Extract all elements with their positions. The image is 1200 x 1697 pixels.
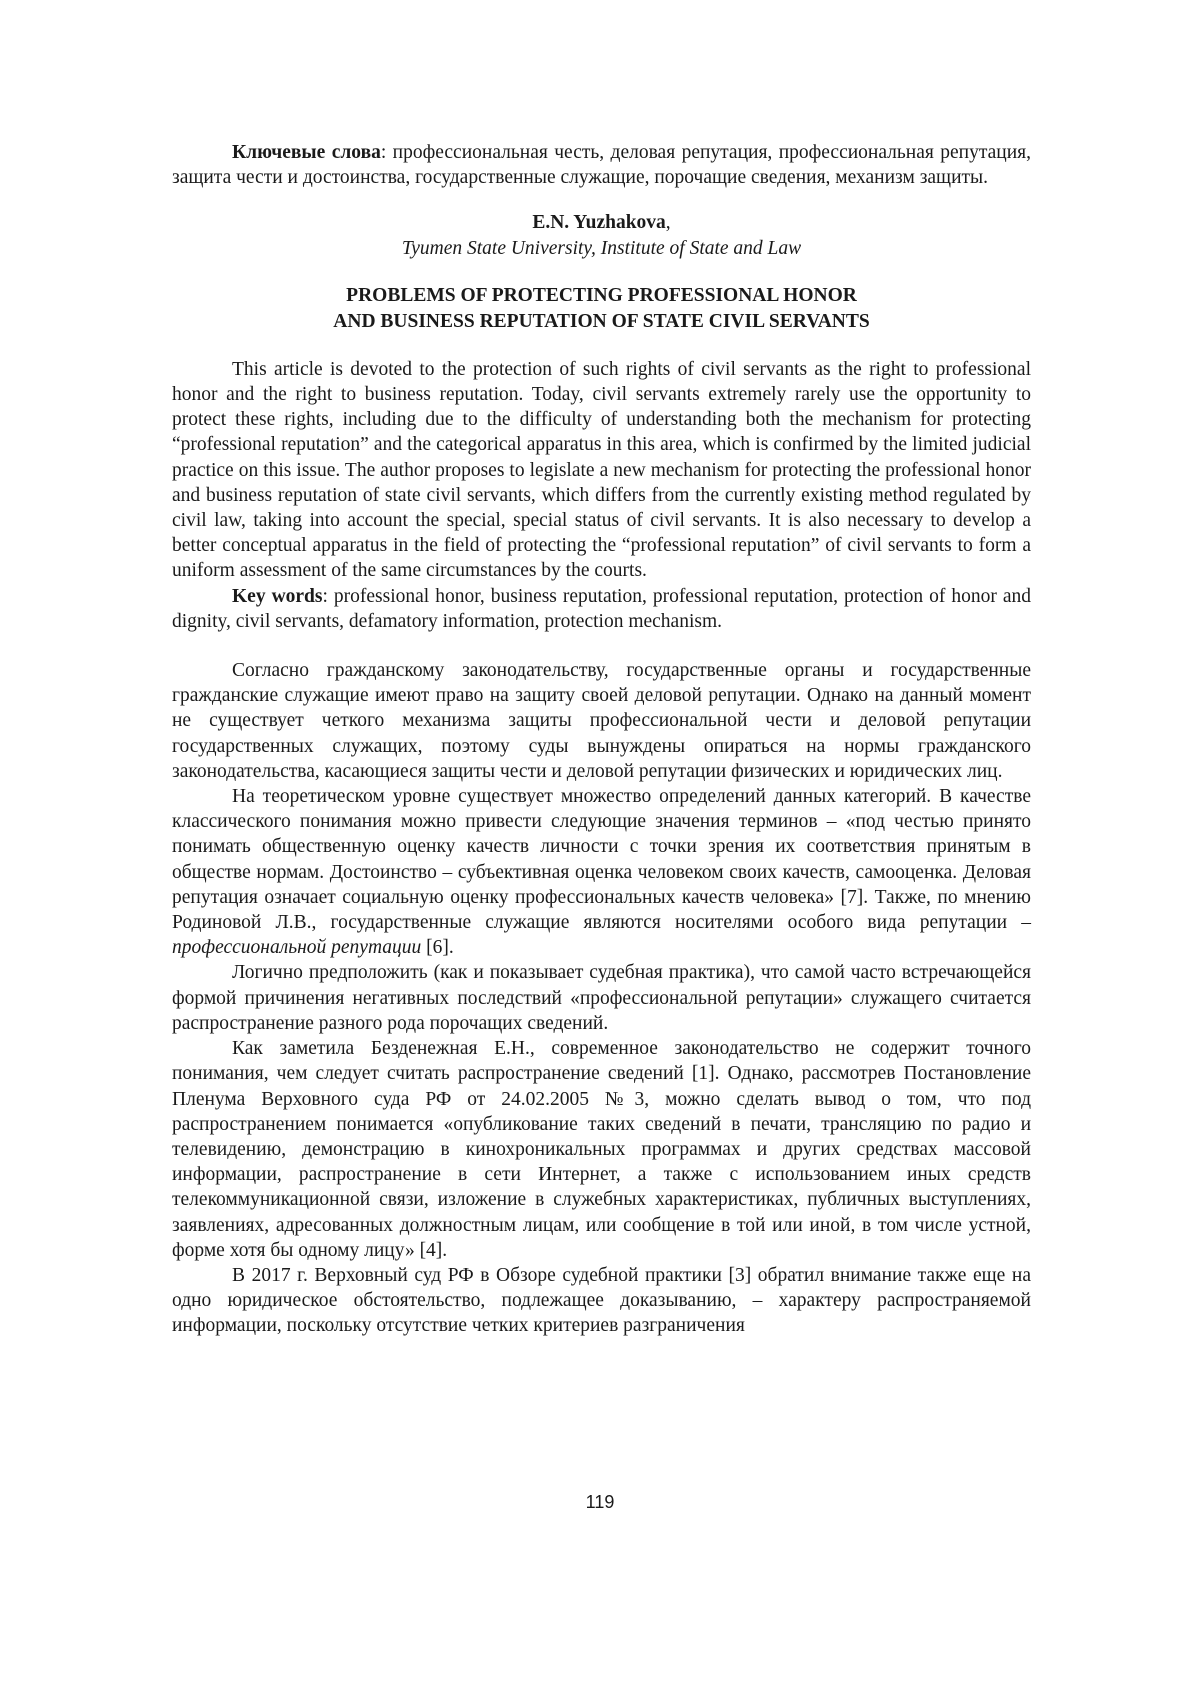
author-suffix: , [666, 212, 671, 233]
ru-keywords-label: Ключевые слова [232, 142, 381, 163]
article-title [172, 283, 1031, 335]
body-paragraph-4: Как заметила Безденежная Е.Н., современное законодательство не содержит точного понимания, чем следует считать распространение сведений [1]. Однако, рассмотрев Постановление Пленума Верховного суда РФ от 24.02.2005 №3, можно сделать вывод о том, что под распространением понимается «опубликование таких сведений в печати, трансляцию по радио и телевидению, демонстрацию в кинохроникальных программах и других средствах массовой информации, распространение в сети Интернет, а также с использованием иных средств телекоммуникационной связи, изложение в служебных характеристиках, публичных выступлениях, заявлениях, адресованных должностным лицам, или сообщение в той или иной, в том числе устной, форме хотя бы одному лицу» [4]. [172, 1036, 1031, 1263]
body-paragraph-2 [172, 784, 1031, 960]
page-number: 119 [0, 1492, 1200, 1513]
author-line [172, 210, 1031, 235]
page-content [172, 140, 1031, 1339]
en-keywords-text: : professional honor, business reputation, professional reputation, protection of honor and dignity, civil servants, defamatory information, protection mechanism. [172, 586, 1031, 632]
author-name: E.N. Yuzhakova [532, 212, 665, 233]
body-paragraph-1: Согласно гражданскому законодательству, государственные органы и государственные гражданские служащие имеют право на защиту своей деловой репутации. Однако на данный момент не существует четкого механизма защиты профессиональной чести и деловой репутации государственных служащих, поэтому суды вынуждены опираться на нормы гражданского законодательства, касающиеся защиты чести и деловой репутации физических и юридических лиц. [172, 658, 1031, 784]
ru-keywords-text: : профессиональная честь, деловая репутация, профессиональная репутация, защита чести и достоинства, государственные служащие, порочащие сведения, механизм защиты. [172, 142, 1031, 188]
body-paragraph-2-main: На теоретическом уровне существует множество определений данных категорий. В качестве классического понимания можно привести следующие значения терминов – «под честью принято понимать общественную оценку качеств личности с точки зрения их соответствия принятым в обществе нормам. Достоинство – субъективная оценка человеком своих качеств, самооценка. Деловая репутация означает социальную оценку профессиональных качеств человека» [7]. Также, по мнению Родиновой Л.В., государственные служащие являются носителями особого вида репутации – [172, 786, 1031, 933]
ru-keywords [172, 140, 1031, 190]
article-title-line-1: PROBLEMS OF PROTECTING PROFESSIONAL HONOR [172, 283, 1031, 309]
body-paragraph-3: Логично предположить (как и показывает судебная практика), что самой часто встречающейся формой причинения негативных последствий «профессиональной репутации» служащего считается распространение разного рода порочащих сведений. [172, 960, 1031, 1036]
body-paragraph-2-end: [6]. [421, 937, 454, 958]
en-keywords [172, 584, 1031, 634]
author-affiliation: Tyumen State University, Institute of State and Law [172, 236, 1031, 261]
abstract [172, 357, 1031, 634]
article-title-line-2: AND BUSINESS REPUTATION OF STATE CIVIL SERVANTS [172, 309, 1031, 335]
abstract-text: This article is devoted to the protection of such rights of civil servants as the right to professional honor and the right to business reputation. Today, civil servants extremely rarely use the opportunity to protect these rights, including due to the difficulty of understanding both the mechanism for protecting “professional reputation” and the categorical apparatus in this area, which is confirmed by the limited judicial practice on this issue. The author proposes to legislate a new mechanism for protecting the professional honor and business reputation of state civil servants, which differs from the currently existing method regulated by civil law, taking into account the special, special status of civil servants. It is also necessary to develop a better conceptual apparatus in the field of protecting the “professional reputation” of civil servants to form a uniform assessment of the same circumstances by the courts. [172, 357, 1031, 584]
body-paragraph-5: В 2017 г. Верховный суд РФ в Обзоре судебной практики [3] обратил внимание также еще на одно юридическое обстоятельство, подлежащее доказыванию, – характеру распространяемой информации, поскольку отсутствие четких критериев разграничения [172, 1263, 1031, 1339]
body-text [172, 658, 1031, 1338]
en-keywords-label: Key words [232, 586, 323, 607]
body-paragraph-2-italic: профессиональной репутации [172, 937, 421, 958]
